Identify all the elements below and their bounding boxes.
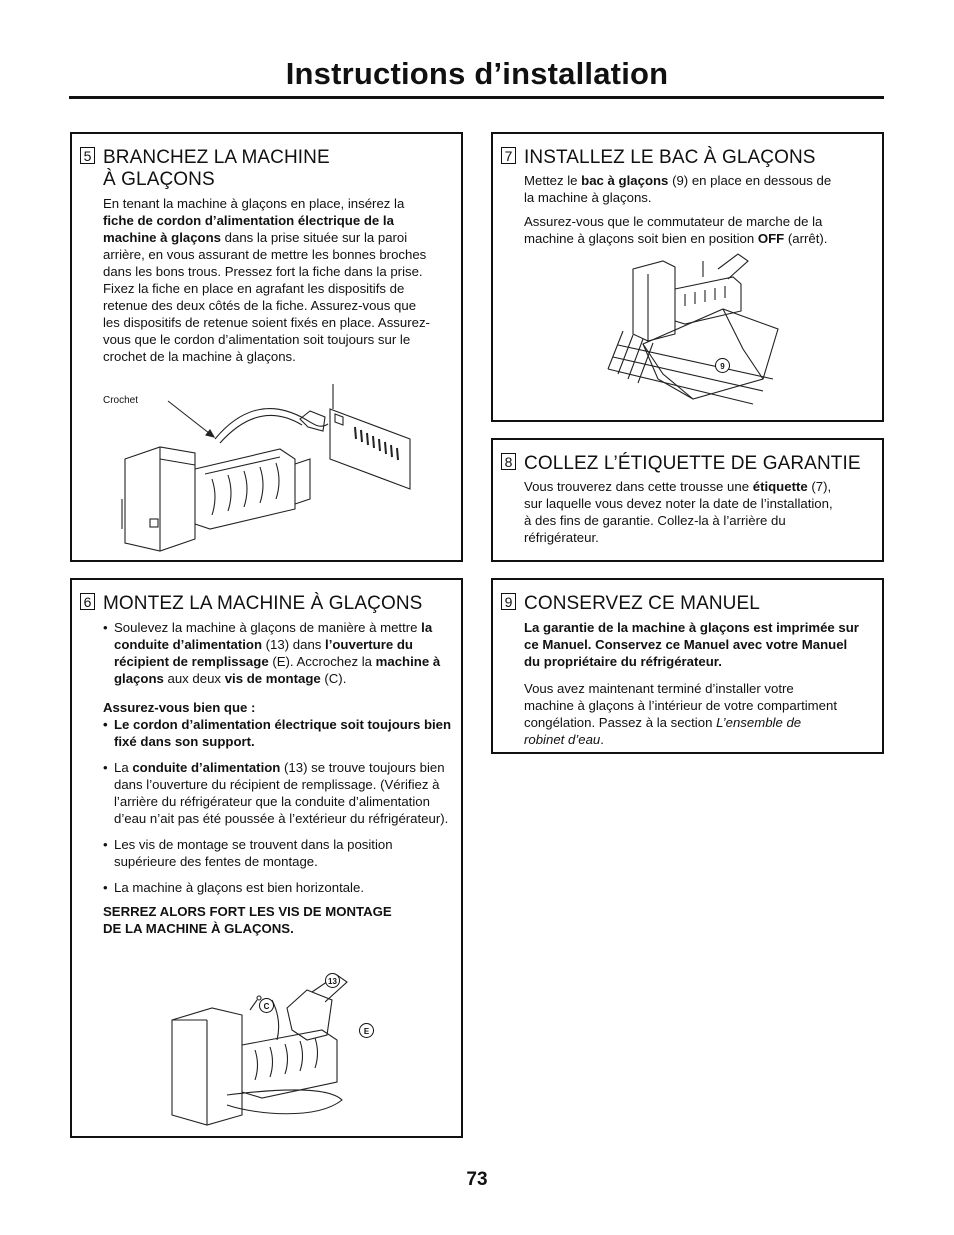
section-6-text bbox=[103, 619, 453, 937]
section-5-title-line-2: À GLAÇONS bbox=[103, 169, 215, 190]
section-6-box bbox=[70, 578, 463, 1138]
section-7-title: INSTALLEZ LE BAC À GLAÇONS bbox=[524, 147, 816, 168]
step-number-8: 8 bbox=[501, 453, 516, 470]
bullet-power-cord: • Le cordon d’alimentation électrique soit toujours bien fixé dans son support. bbox=[103, 716, 453, 750]
section-5-box bbox=[70, 132, 463, 562]
callout-e: E bbox=[359, 1023, 374, 1038]
section-8-title: COLLEZ L’ÉTIQUETTE DE GARANTIE bbox=[524, 453, 861, 474]
step-number-6: 6 bbox=[80, 593, 95, 610]
step-number-5: 5 bbox=[80, 147, 95, 164]
bullet-mounting-screws: • Les vis de montage se trouvent dans la position supérieure des fentes de montage. bbox=[103, 836, 453, 870]
section-8-text: Vous trouverez dans cette trousse une étiquette (7), sur laquelle vous devez noter la date de l’installation, à des fins de garantie. Collez-la à l’arrière du réfrigérateur. bbox=[524, 479, 833, 545]
ice-bucket-illustration bbox=[603, 249, 793, 409]
icemaker-mounting-illustration bbox=[167, 970, 387, 1130]
make-sure-heading: Assurez-vous bien que : bbox=[103, 700, 256, 715]
callout-13: 13 bbox=[325, 973, 340, 988]
section-9-text: La garantie de la machine à glaçons est imprimée sur ce Manuel. Conservez ce Manuel avec votre Manuel du propriétaire du réfrigérateur. Vous avez maintenant terminé d’installer votre machine à glaçons à l’intérieur de votre compartiment congélation. Passez à la section L’ensemble de robinet d’eau. bbox=[524, 619, 866, 755]
section-6-title: MONTEZ LA MACHINE À GLAÇONS bbox=[103, 593, 423, 614]
page-title: Instructions d’installation bbox=[285, 56, 669, 91]
section-9-box bbox=[491, 578, 884, 754]
step-number-7: 7 bbox=[501, 147, 516, 164]
bullet-supply-line: • La conduite d’alimentation (13) se trouve toujours bien dans l’ouverture du récipient de remplissage. (Vérifiez à l’arrière du réfrigérateur que la conduite d’alimentation d’eau n’ait pas été poussée à l’extérieur du réfrigérateur). bbox=[103, 759, 453, 827]
step-number-9: 9 bbox=[501, 593, 516, 610]
section-7-box bbox=[491, 132, 884, 422]
warranty-note: La garantie de la machine à glaçons est imprimée sur ce Manuel. Conservez ce Manuel avec votre Manuel du propriétaire du réfrigérateur. bbox=[524, 620, 859, 669]
bullet-level: • La machine à glaçons est bien horizontale. bbox=[103, 879, 453, 896]
section-8-box bbox=[491, 438, 884, 562]
tighten-instruction: SERREZ ALORS FORT LES VIS DE MONTAGE DE LA MACHINE À GLAÇONS. bbox=[103, 904, 392, 936]
callout-9: 9 bbox=[715, 358, 730, 373]
section-7-text: Mettez le bac à glaçons (9) en place en dessous de la machine à glaçons. Assurez-vous que le commutateur de marche de la machine à glaçons soit bien en position OFF (arrêt). bbox=[524, 173, 832, 246]
section-5-text: En tenant la machine à glaçons en place, insérez la fiche de cordon d’alimentation électrique de la machine à glaçons dans la prise située sur la paroi arrière, en vous assurant de mettre les bonnes broches dans les bons trous. Pressez fort la fiche dans la prise. Fixez la fiche en place en agrafant les dispositifs de retenue des deux côtés de la fiche. Assurez-vous que les dispositifs de retenue soient fixés en place. Assurez-vous que le cordon d’alimentation soit toujours sur le crochet de la machine à glaçons. bbox=[103, 196, 430, 364]
bullet-lift-icemaker: • Soulevez la machine à glaçons de manière à mettre la conduite d’alimentation (13) dans l’ouverture du récipient de remplissage (E). Accrochez la machine à glaçons aux deux vis de montage (C). bbox=[103, 619, 453, 687]
callout-c: C bbox=[259, 998, 274, 1013]
icemaker-power-cord-illustration bbox=[120, 379, 420, 554]
figure-label-crochet: Crochet bbox=[103, 395, 139, 406]
section-9-title: CONSERVEZ CE MANUEL bbox=[524, 593, 760, 614]
title-rule bbox=[69, 96, 884, 99]
page-number: 73 bbox=[466, 1169, 488, 1190]
section-5-title bbox=[103, 147, 330, 191]
section-5-title-line-1: BRANCHEZ LA MACHINE bbox=[103, 147, 330, 168]
